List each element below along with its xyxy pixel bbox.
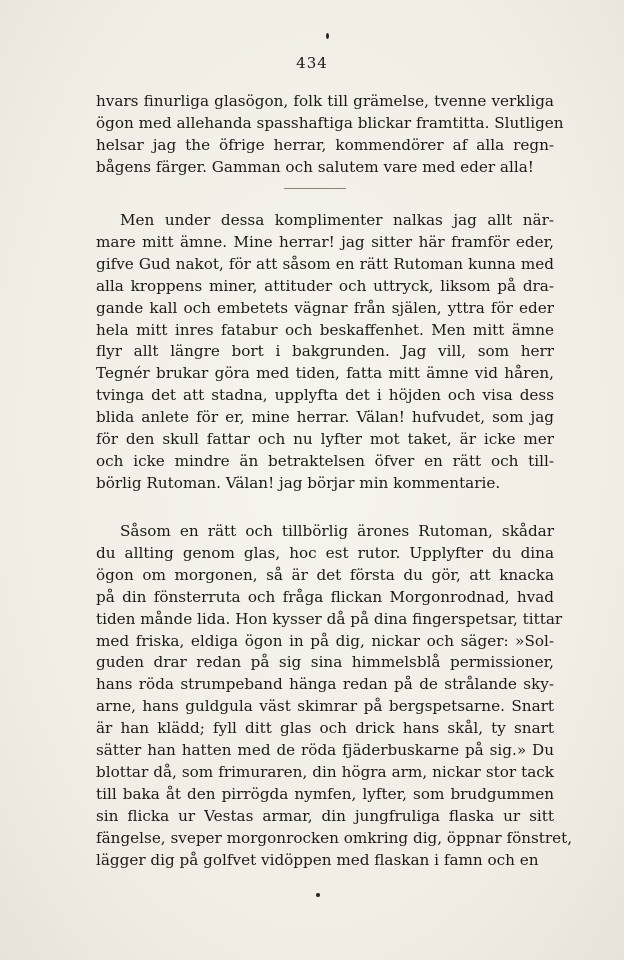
text-line: flyr allt längre bort i bakgrunden. Jag vill, som herr bbox=[96, 342, 554, 361]
text-line: du allting genom glas, hoc est rutor. Upplyfter du dina bbox=[96, 543, 554, 562]
text-line: till baka åt den pirrögda nymfen, lyfter, som brudgummen bbox=[96, 784, 554, 803]
ink-speck bbox=[316, 893, 320, 897]
text-line: Såsom en rätt och tillbörlig ärones Rutoman, skådar bbox=[120, 522, 554, 540]
text-line: för den skull fattar och nu lyfter mot taket, är icke mer bbox=[96, 430, 554, 449]
text-line: och icke mindre än betraktelsen öfver en rätt och till- bbox=[96, 451, 554, 470]
page-number: 434 bbox=[296, 54, 328, 72]
text-line: hvars finurliga glasögon, folk till grämelse, tvenne verkliga bbox=[96, 92, 554, 110]
ink-speck bbox=[326, 33, 329, 39]
text-line: alla kroppens miner, attituder och uttryck, liksom på dra- bbox=[96, 276, 554, 295]
paragraph bbox=[96, 521, 573, 872]
text-line: fängelse, sveper morgonrocken omkring dig, öppnar fönstret, bbox=[96, 828, 573, 847]
text-line: mare mitt ämne. Mine herrar! jag sitter här framför eder, bbox=[96, 232, 554, 251]
text-line: tvinga det att stadna, upplyfta det i höjden och visa dess bbox=[96, 386, 554, 405]
text-line: sätter han hatten med de röda fjäderbuskarne på sig.» Du bbox=[96, 741, 554, 760]
text-line: gande kall och embetets vägnar från själen, yttra för eder bbox=[96, 298, 554, 317]
paragraph bbox=[96, 210, 554, 495]
text-line: guden drar redan på sig sina himmelsblå permissioner, bbox=[96, 653, 554, 672]
text-line: bågens färger. Gamman och salutem vare med eder alla! bbox=[96, 157, 534, 176]
text-line: med friska, eldiga ögon in på dig, nickar och säger: »Sol- bbox=[96, 631, 554, 650]
section-divider bbox=[284, 188, 346, 189]
text-line: sin flicka ur Vestas armar, din jungfruliga flaska ur sitt bbox=[96, 806, 554, 825]
text-line: på din fönsterruta och fråga flickan Morgonrodnad, hvad bbox=[96, 587, 554, 606]
paragraph-continuation bbox=[96, 91, 564, 179]
text-line: gifve Gud nakot, för att såsom en rätt Rutoman kunna med bbox=[96, 254, 554, 273]
text-line: helsar jag the öfrige herrar, kommendörer af alla regn- bbox=[96, 135, 554, 154]
text-line: blida anlete för er, mine herrar. Välan! hufvudet, som jag bbox=[96, 408, 554, 427]
text-line: tiden månde lida. Hon kysser då på dina fingerspetsar, tittar bbox=[96, 609, 563, 628]
text-line: hans röda strumpeband hänga redan på de strålande sky- bbox=[96, 675, 554, 694]
text-line: ögon om morgonen, så är det första du gör, att knacka bbox=[96, 565, 554, 584]
text-line: är han klädd; fyll ditt glas och drick hans skål, ty snart bbox=[96, 719, 554, 738]
text-line: hela mitt inres fatabur och beskaffenhet. Men mitt ämne bbox=[96, 320, 554, 339]
text-line: blottar då, som frimuraren, din högra arm, nickar stor tack bbox=[96, 762, 554, 781]
text-line: Tegnér brukar göra med tiden, fatta mitt ämne vid håren, bbox=[96, 364, 554, 383]
text-line: lägger dig på golfvet vidöppen med flaskan i famn och en bbox=[96, 850, 539, 869]
text-line: arne, hans guldgula väst skimrar på bergspetsarne. Snart bbox=[96, 697, 554, 716]
text-line: Men under dessa komplimenter nalkas jag allt när- bbox=[120, 211, 554, 229]
text-line: börlig Rutoman. Välan! jag börjar min kommentarie. bbox=[96, 473, 501, 492]
text-line: ögon med allehanda spasshaftiga blickar framtitta. Slutligen bbox=[96, 113, 564, 132]
